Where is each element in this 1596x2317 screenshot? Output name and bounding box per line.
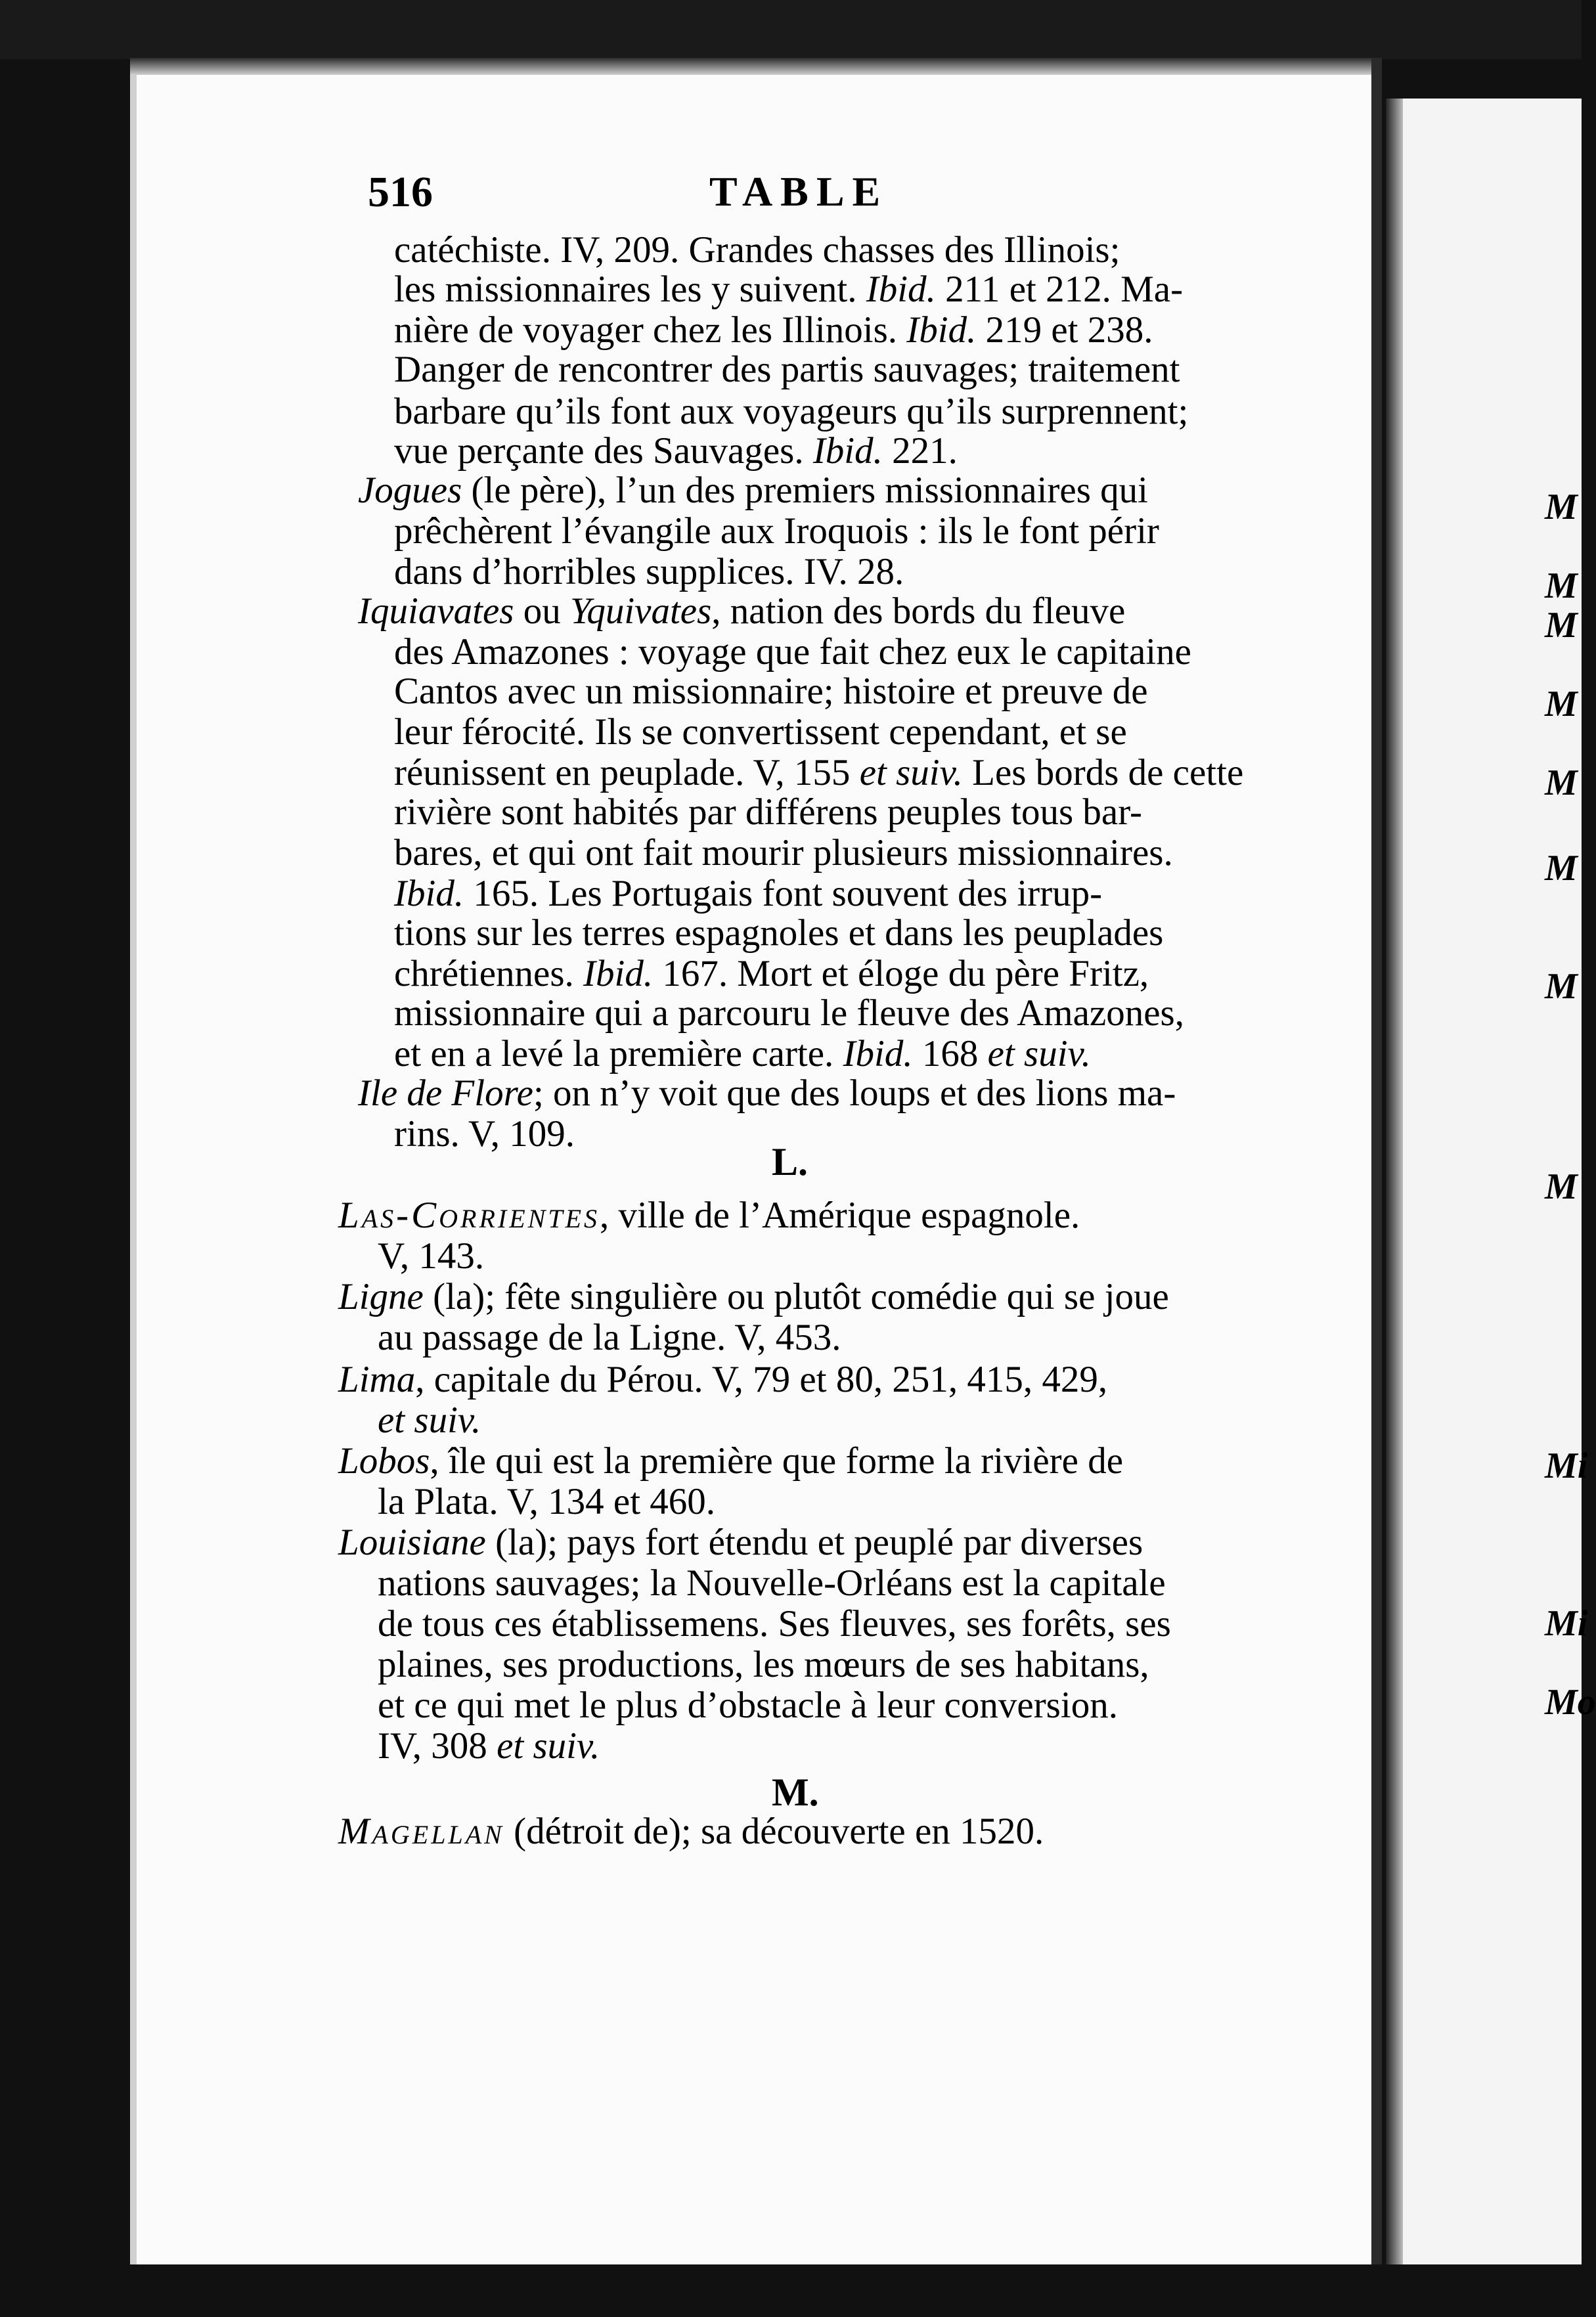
index-line [338, 1811, 1241, 1852]
italic-term: Iquiavates [358, 590, 514, 632]
line-text: , ville de l’Amérique espagnole. [600, 1195, 1080, 1236]
italic-term: Ibid. [866, 269, 936, 310]
index-line [394, 269, 1241, 310]
index-line [338, 1195, 1241, 1236]
line-text: 167. Mort et éloge du père Fritz, [653, 953, 1149, 994]
line-text: 165. Les Portugais font souvent des irrup- [464, 873, 1103, 914]
scan-border-bottom [0, 2264, 1582, 2317]
line-text: catéchiste. IV, 209. Grandes chasses des Illinois; [394, 229, 1120, 271]
facing-page-letter: Mo [1545, 1682, 1596, 1723]
index-line [378, 1726, 1241, 1767]
index-line [378, 1644, 1241, 1685]
line-text: (détroit de); sa découverte en 1520. [504, 1811, 1044, 1852]
line-text: IV, 308 [378, 1725, 497, 1767]
italic-term: Yquivates [569, 590, 712, 632]
index-line [378, 1685, 1241, 1726]
index-line [394, 913, 1241, 954]
line-text: , nation des bords du fleuve [711, 590, 1126, 632]
line-text: 168 [912, 1033, 988, 1074]
line-text: rivière sont habités par différens peuples tous bar- [394, 791, 1143, 833]
index-line [394, 873, 1241, 914]
italic-term: Las-Corrientes [338, 1195, 600, 1236]
index-line [394, 310, 1241, 351]
facing-page-letter: M [1545, 848, 1578, 889]
index-line [394, 230, 1241, 271]
facing-page-letter: M [1545, 565, 1578, 606]
index-line [378, 1317, 1241, 1358]
line-text: , île qui est la première que forme la rivière de [430, 1440, 1124, 1482]
index-line [358, 1073, 1241, 1114]
index-line [394, 993, 1241, 1034]
line-text: et ce qui met le plus d’obstacle à leur conversion. [378, 1685, 1118, 1726]
line-text: 221. [882, 430, 958, 472]
line-text: au passage de la Ligne. V, 453. [378, 1317, 841, 1358]
facing-page-letter: Mi [1545, 1603, 1588, 1644]
italic-term: Ibid. [394, 873, 464, 914]
line-text: leur férocité. Ils se convertissent cependant, et se [394, 711, 1127, 753]
line-text: barbare qu’ils font aux voyageurs qu’ils surprennent; [394, 391, 1189, 432]
line-text: (le père), l’un des premiers missionnaires qui [462, 470, 1148, 511]
italic-term: et suiv. [497, 1725, 600, 1767]
index-line [378, 1482, 1241, 1522]
line-text: nière de voyager chez les Illinois. [394, 309, 907, 351]
running-head [368, 167, 1241, 233]
index-line [394, 1034, 1241, 1074]
facing-page-letter: M [1545, 487, 1578, 527]
section-heading-m: M. [772, 1771, 819, 1814]
index-line [394, 954, 1241, 994]
line-text: Les bords de cette [962, 752, 1244, 793]
index-line [378, 1400, 1241, 1441]
line-text: 211 et 212. Ma- [935, 269, 1184, 310]
facing-page-letter: Mi [1545, 1445, 1588, 1486]
index-line [394, 752, 1244, 793]
italic-term: Louisiane [338, 1522, 486, 1563]
line-text: la Plata. V, 134 et 460. [378, 1481, 716, 1522]
index-line [358, 591, 1241, 632]
index-line [378, 1563, 1241, 1604]
index-line [394, 792, 1241, 833]
line-text: tions sur les terres espagnoles et dans les peuplades [394, 912, 1164, 954]
line-text: 219 et 238. [976, 309, 1153, 351]
index-line [378, 1236, 1241, 1277]
line-text: vue perçante des Sauvages. [394, 430, 813, 472]
line-text: ou [514, 590, 570, 632]
line-text: et en a levé la première carte. [394, 1033, 843, 1074]
index-line [394, 349, 1241, 390]
line-text: des Amazones : voyage que fait chez eux le capitaine [394, 631, 1191, 673]
line-text: plaines, ses productions, les mœurs de ses habitans, [378, 1644, 1149, 1685]
italic-term: Ile de Flore [358, 1072, 533, 1114]
index-line [394, 391, 1241, 432]
facing-page-letter: M [1545, 605, 1578, 646]
line-text: V, 143. [378, 1235, 485, 1277]
italic-term: Lobos [338, 1440, 430, 1482]
index-line [394, 552, 1241, 592]
italic-term: et suiv. [378, 1400, 481, 1441]
line-text: prêchèrent l’évangile aux Iroquois : ils le font périr [394, 510, 1159, 552]
index-line [394, 712, 1241, 753]
facing-page-letter: M [1545, 966, 1578, 1007]
line-text: missionnaire qui a parcouru le fleuve des Amazones, [394, 992, 1184, 1034]
line-text: Danger de rencontrer des partis sauvages; traitement [394, 349, 1180, 390]
index-line [394, 431, 1241, 472]
line-text: , capitale du Pérou. V, 79 et 80, 251, 415, 429, [415, 1359, 1108, 1400]
index-line [338, 1441, 1241, 1482]
line-text: dans d’horribles supplices. IV. 28. [394, 551, 904, 592]
scan-border-top [0, 0, 1582, 59]
index-line [394, 671, 1241, 712]
index-line [358, 470, 1241, 511]
index-line [394, 511, 1241, 552]
page-number: 516 [368, 168, 433, 216]
line-text: nations sauvages; la Nouvelle-Orléans est la capitale [378, 1562, 1166, 1604]
line-text: réunissent en peuplade. V, 155 [394, 752, 860, 793]
italic-term: Ligne [338, 1276, 424, 1317]
line-text: Cantos avec un missionnaire; histoire et preuve de [394, 671, 1148, 712]
italic-term: Ibid. [812, 430, 883, 472]
index-line [394, 632, 1241, 673]
line-text: (la); pays fort étendu et peuplé par diverses [485, 1522, 1143, 1563]
italic-term: Jogues [358, 470, 462, 511]
italic-term: et suiv. [859, 752, 963, 793]
index-line [394, 833, 1241, 873]
line-text: les missionnaires les y suivent. [394, 269, 866, 310]
index-line [378, 1604, 1241, 1644]
italic-term: Ibid. [583, 953, 654, 994]
line-text: chrétiennes. [394, 953, 584, 994]
index-line [394, 1114, 1241, 1155]
page-title: TABLE [709, 168, 889, 215]
line-text: de tous ces établissemens. Ses fleuves, ses forêts, ses [378, 1603, 1171, 1644]
facing-page-letter: M [1545, 1166, 1578, 1207]
section-heading-l: L. [772, 1140, 809, 1183]
facing-page-letter: M [1545, 762, 1578, 803]
line-text: (la); fête singulière ou plutôt comédie qui se joue [423, 1276, 1169, 1317]
line-text: bares, et qui ont fait mourir plusieurs missionnaires. [394, 832, 1173, 873]
line-text: ; on n’y voit que des loups et des lions ma- [533, 1072, 1176, 1114]
italic-term: Lima [338, 1359, 416, 1400]
italic-term: et suiv. [987, 1033, 1091, 1074]
facing-page-letter: M [1545, 684, 1578, 724]
index-line [338, 1277, 1241, 1317]
index-line [338, 1359, 1241, 1400]
italic-term: Magellan [338, 1811, 504, 1852]
index-line [338, 1522, 1241, 1563]
line-text: rins. V, 109. [394, 1113, 575, 1155]
italic-term: Ibid. [843, 1033, 913, 1074]
italic-term: Ibid. [906, 309, 977, 351]
